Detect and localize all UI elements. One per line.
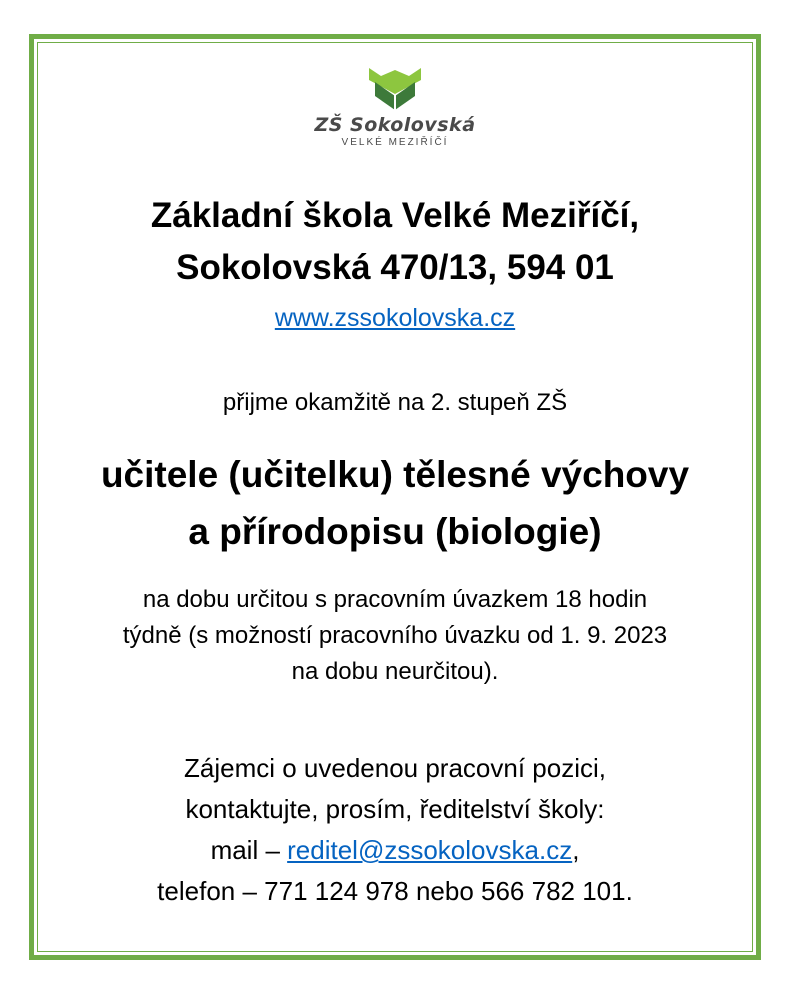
terms-line-1: na dobu určitou s pracovním úvazkem 18 hodin (142, 586, 648, 613)
title-line-2: Sokolovská 470/13, 594 01 (176, 248, 614, 287)
mail-suffix: , (572, 835, 580, 865)
website-block (37, 304, 753, 333)
contact-line-2: kontaktujte, prosím, ředitelství školy: (185, 794, 605, 824)
contact-info (37, 748, 753, 912)
school-logo (37, 66, 753, 148)
terms-line-3: na dobu neurčitou). (291, 658, 499, 685)
position-line-2: a přírodopisu (biologie) (188, 511, 602, 552)
intro-text: přijme okamžitě na 2. stupeň ZŠ (222, 389, 568, 416)
mail-prefix: mail – (210, 835, 288, 865)
title-line-1: Základní škola Velké Meziříčí, (150, 196, 640, 235)
contact-line-1: Zájemci o uvedenou pracovní pozici, (183, 753, 606, 783)
phone-line: telefon – 771 124 978 nebo 566 782 101. (157, 876, 633, 906)
logo-name: ZŠ Sokolovská (314, 114, 476, 136)
mail-line (37, 830, 753, 871)
school-title (37, 190, 753, 294)
website-link[interactable]: www.zssokolovska.cz (274, 304, 516, 332)
job-terms (37, 582, 753, 690)
job-position (37, 446, 753, 560)
terms-line-2: týdně (s možností pracovního úvazku od 1. 9. 2023 (122, 622, 668, 649)
mail-link[interactable]: reditel@zssokolovska.cz (287, 835, 573, 865)
position-line-1: učitele (učitelku) tělesné výchovy (100, 454, 690, 495)
logo-subtitle: VELKÉ MEZIŘÍČÍ (341, 137, 449, 148)
open-book-icon (365, 66, 425, 112)
